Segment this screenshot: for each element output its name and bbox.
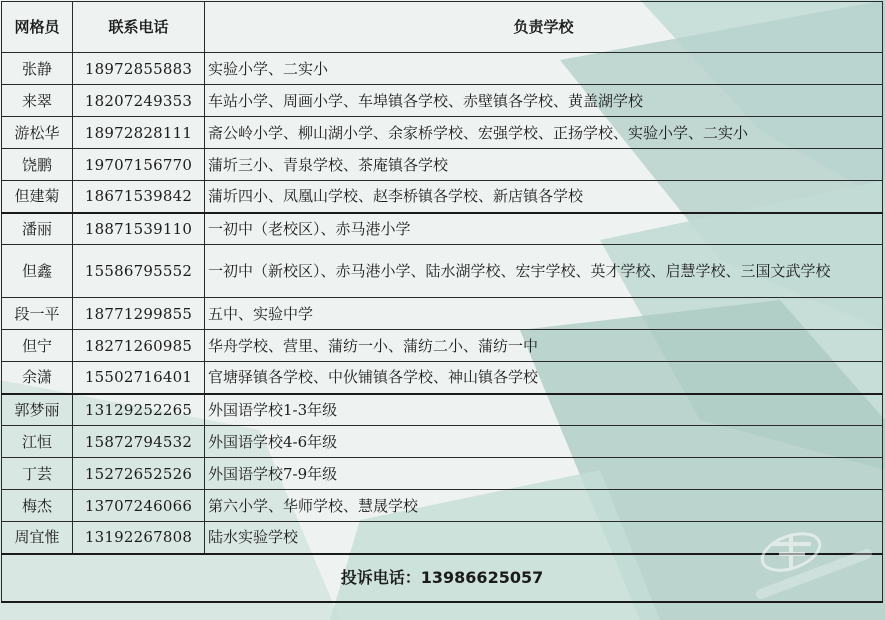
row-schools: 陆水实验学校 bbox=[205, 522, 883, 554]
table-row bbox=[2, 458, 883, 490]
table-row bbox=[2, 330, 883, 362]
row-phone: 18771299855 bbox=[73, 298, 205, 330]
table-header-row bbox=[2, 2, 883, 53]
row-schools: 一初中（新校区）、赤马港小学、陆水湖学校、宏宇学校、英才学校、启慧学校、三国文武学校 bbox=[205, 245, 883, 298]
row-phone: 18271260985 bbox=[73, 330, 205, 362]
table-row bbox=[2, 181, 883, 213]
row-phone: 18671539842 bbox=[73, 181, 205, 213]
table-row bbox=[2, 298, 883, 330]
table-row bbox=[2, 53, 883, 85]
row-phone: 13192267808 bbox=[73, 522, 205, 554]
row-name: 梅杰 bbox=[2, 490, 73, 522]
row-schools: 实验小学、二实小 bbox=[205, 53, 883, 85]
row-name: 张静 bbox=[2, 53, 73, 85]
row-phone: 13707246066 bbox=[73, 490, 205, 522]
row-phone: 18871539110 bbox=[73, 213, 205, 245]
header-phone: 联系电话 bbox=[73, 2, 205, 53]
table-row bbox=[2, 117, 883, 149]
row-schools: 外国语学校4-6年级 bbox=[205, 426, 883, 458]
table-row bbox=[2, 394, 883, 426]
table-row bbox=[2, 522, 883, 554]
row-name: 丁芸 bbox=[2, 458, 73, 490]
table-row bbox=[2, 213, 883, 245]
row-name: 但宁 bbox=[2, 330, 73, 362]
row-name: 游松华 bbox=[2, 117, 73, 149]
grid-member-table bbox=[1, 1, 883, 603]
row-schools: 外国语学校1-3年级 bbox=[205, 394, 883, 426]
header-school: 负责学校 bbox=[205, 2, 883, 53]
row-name: 江恒 bbox=[2, 426, 73, 458]
row-phone: 15502716401 bbox=[73, 362, 205, 394]
complaint-phone: 投诉电话：13986625057 bbox=[2, 554, 883, 602]
row-phone: 19707156770 bbox=[73, 149, 205, 181]
row-schools: 一初中（老校区）、赤马港小学 bbox=[205, 213, 883, 245]
row-schools: 华舟学校、营里、蒲纺一小、蒲纺二小、蒲纺一中 bbox=[205, 330, 883, 362]
row-schools: 蒲圻三小、青泉学校、茶庵镇各学校 bbox=[205, 149, 883, 181]
row-name: 来翠 bbox=[2, 85, 73, 117]
row-name: 段一平 bbox=[2, 298, 73, 330]
header-name: 网格员 bbox=[2, 2, 73, 53]
row-phone: 15872794532 bbox=[73, 426, 205, 458]
row-name: 周宜惟 bbox=[2, 522, 73, 554]
row-name: 饶鹏 bbox=[2, 149, 73, 181]
row-schools: 五中、实验中学 bbox=[205, 298, 883, 330]
row-phone: 15586795552 bbox=[73, 245, 205, 298]
row-name: 余潇 bbox=[2, 362, 73, 394]
row-name: 潘丽 bbox=[2, 213, 73, 245]
table-row bbox=[2, 149, 883, 181]
row-name: 但建菊 bbox=[2, 181, 73, 213]
row-schools: 第六小学、华师学校、慧晟学校 bbox=[205, 490, 883, 522]
row-phone: 18207249353 bbox=[73, 85, 205, 117]
table-row bbox=[2, 362, 883, 394]
row-schools: 官塘驿镇各学校、中伙铺镇各学校、神山镇各学校 bbox=[205, 362, 883, 394]
row-name: 郭梦丽 bbox=[2, 394, 73, 426]
table-row bbox=[2, 245, 883, 298]
row-phone: 18972855883 bbox=[73, 53, 205, 85]
row-name: 但鑫 bbox=[2, 245, 73, 298]
row-phone: 18972828111 bbox=[73, 117, 205, 149]
table-row bbox=[2, 490, 883, 522]
complaint-row bbox=[2, 554, 883, 602]
row-phone: 13129252265 bbox=[73, 394, 205, 426]
table-row bbox=[2, 426, 883, 458]
row-schools: 蒲圻四小、凤凰山学校、赵李桥镇各学校、新店镇各学校 bbox=[205, 181, 883, 213]
row-schools: 车站小学、周画小学、车埠镇各学校、赤壁镇各学校、黄盖湖学校 bbox=[205, 85, 883, 117]
table-row bbox=[2, 85, 883, 117]
row-schools: 外国语学校7-9年级 bbox=[205, 458, 883, 490]
row-phone: 15272652526 bbox=[73, 458, 205, 490]
row-schools: 斋公岭小学、柳山湖小学、余家桥学校、宏强学校、正扬学校、实验小学、二实小 bbox=[205, 117, 883, 149]
